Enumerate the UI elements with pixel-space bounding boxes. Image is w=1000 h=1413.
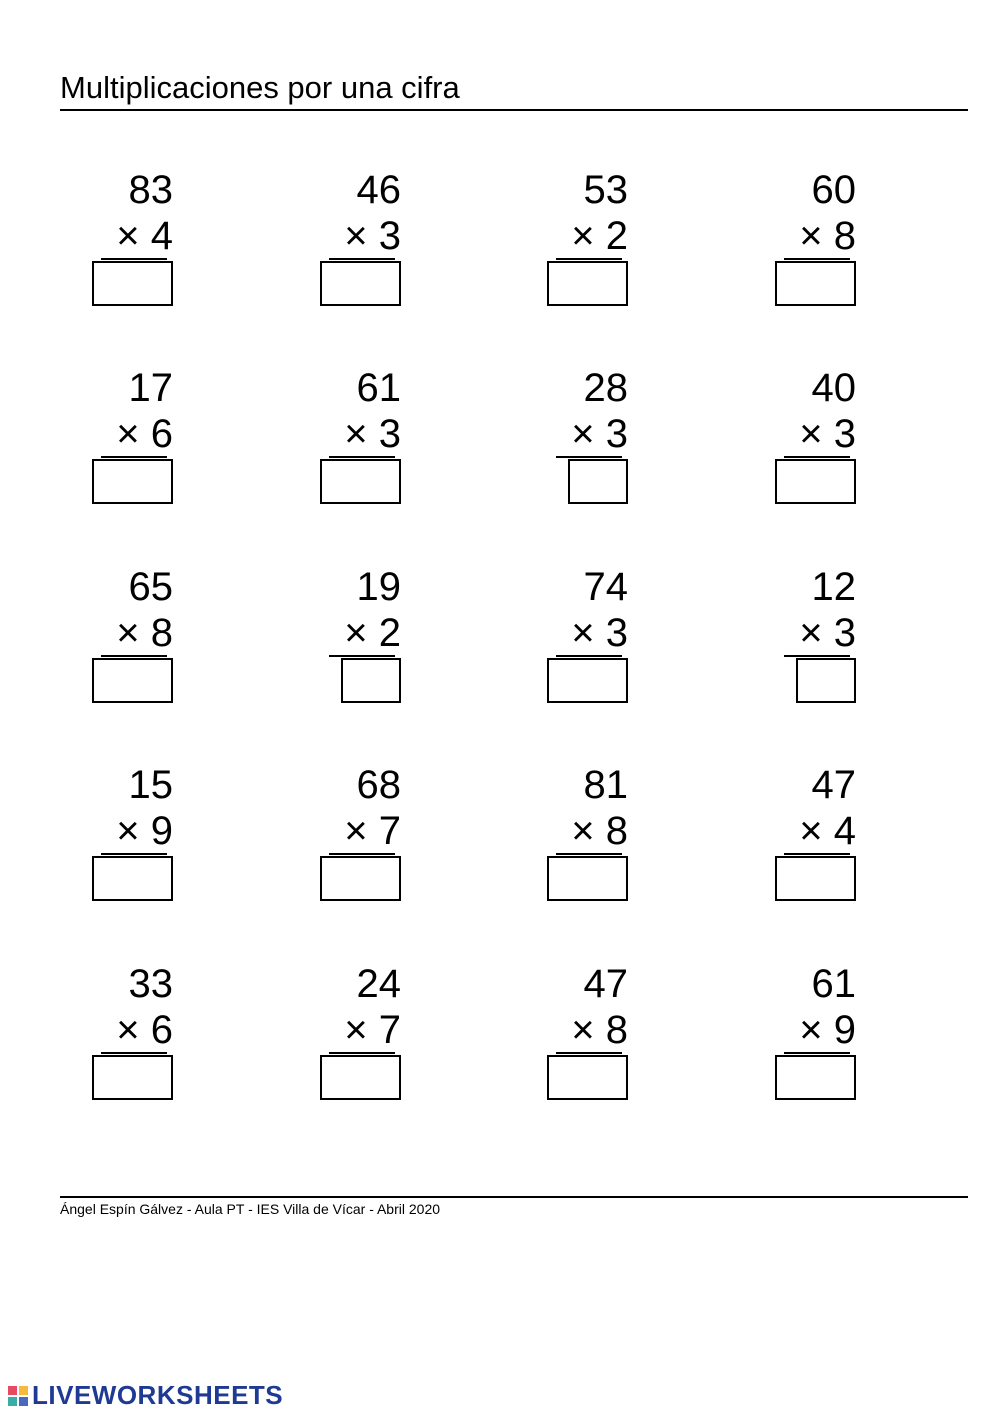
multiplicand: 83 (128, 168, 173, 212)
answer-box[interactable] (92, 658, 173, 703)
multiplicand: 12 (811, 565, 856, 609)
multiplicand: 17 (128, 366, 173, 410)
result-line (784, 655, 850, 657)
multiplicand: 65 (128, 565, 173, 609)
problem (271, 565, 401, 715)
problem (498, 763, 628, 913)
problem (726, 565, 856, 715)
multiplier: × 3 (571, 412, 628, 456)
multiplier: × 8 (571, 1008, 628, 1052)
footer-divider (60, 1196, 968, 1198)
multiplier: × 3 (799, 412, 856, 456)
multiplier: × 8 (571, 809, 628, 853)
problem (498, 962, 628, 1112)
multiplier: × 2 (571, 214, 628, 258)
problem (271, 962, 401, 1112)
problem (726, 366, 856, 516)
result-line (329, 456, 395, 458)
result-line (556, 258, 622, 260)
multiplicand: 68 (356, 763, 401, 807)
answer-box[interactable] (547, 1055, 628, 1100)
answer-box[interactable] (320, 1055, 401, 1100)
result-line (329, 1052, 395, 1054)
multiplier: × 4 (799, 809, 856, 853)
multiplicand: 74 (583, 565, 628, 609)
answer-box[interactable] (320, 261, 401, 306)
problem (271, 763, 401, 913)
problem (498, 366, 628, 516)
result-line (329, 258, 395, 260)
result-line (784, 1052, 850, 1054)
answer-box[interactable] (796, 658, 856, 703)
multiplicand: 40 (811, 366, 856, 410)
multiplicand: 19 (356, 565, 401, 609)
answer-box[interactable] (568, 459, 628, 504)
liveworksheets-logo-icon (8, 1386, 28, 1406)
multiplier: × 7 (344, 1008, 401, 1052)
answer-box[interactable] (92, 459, 173, 504)
multiplicand: 33 (128, 962, 173, 1006)
result-line (101, 655, 167, 657)
answer-box[interactable] (92, 856, 173, 901)
result-line (329, 853, 395, 855)
answer-box[interactable] (775, 856, 856, 901)
multiplicand: 53 (583, 168, 628, 212)
problem (271, 168, 401, 318)
multiplier: × 6 (116, 1008, 173, 1052)
problem (498, 565, 628, 715)
problem (43, 366, 173, 516)
multiplier: × 8 (116, 611, 173, 655)
problem (498, 168, 628, 318)
problem (43, 763, 173, 913)
answer-box[interactable] (320, 459, 401, 504)
multiplicand: 47 (811, 763, 856, 807)
answer-box[interactable] (775, 261, 856, 306)
multiplicand: 24 (356, 962, 401, 1006)
result-line (101, 258, 167, 260)
brand-name: LIVEWORKSHEETS (32, 1380, 284, 1410)
result-line (784, 456, 850, 458)
problem (43, 168, 173, 318)
result-line (556, 853, 622, 855)
multiplicand: 28 (583, 366, 628, 410)
answer-box[interactable] (341, 658, 401, 703)
result-line (329, 655, 395, 657)
result-line (101, 1052, 167, 1054)
problem (726, 962, 856, 1112)
answer-box[interactable] (92, 261, 173, 306)
multiplier: × 4 (116, 214, 173, 258)
multiplicand: 47 (583, 962, 628, 1006)
answer-box[interactable] (775, 459, 856, 504)
result-line (556, 655, 622, 657)
answer-box[interactable] (547, 856, 628, 901)
multiplicand: 60 (811, 168, 856, 212)
result-line (784, 258, 850, 260)
multiplier: × 9 (116, 809, 173, 853)
problem (726, 168, 856, 318)
result-line (101, 456, 167, 458)
multiplier: × 3 (344, 412, 401, 456)
footer-credit: Ángel Espín Gálvez - Aula PT - IES Villa de Vícar - Abril 2020 (60, 1201, 441, 1217)
title-divider (60, 109, 968, 111)
answer-box[interactable] (320, 856, 401, 901)
result-line (784, 853, 850, 855)
multiplier: × 3 (344, 214, 401, 258)
multiplier: × 9 (799, 1008, 856, 1052)
multiplier: × 8 (799, 214, 856, 258)
multiplier: × 3 (571, 611, 628, 655)
page-title: Multiplicaciones por una cifra (60, 70, 460, 105)
result-line (556, 1052, 622, 1054)
answer-box[interactable] (547, 658, 628, 703)
answer-box[interactable] (547, 261, 628, 306)
multiplier: × 3 (799, 611, 856, 655)
problem (726, 763, 856, 913)
answer-box[interactable] (92, 1055, 173, 1100)
multiplicand: 61 (356, 366, 401, 410)
result-line (556, 456, 622, 458)
brand-logo (8, 1380, 283, 1411)
multiplier: × 2 (344, 611, 401, 655)
multiplicand: 81 (583, 763, 628, 807)
multiplier: × 7 (344, 809, 401, 853)
problem (43, 565, 173, 715)
problem (43, 962, 173, 1112)
multiplicand: 61 (811, 962, 856, 1006)
result-line (101, 853, 167, 855)
answer-box[interactable] (775, 1055, 856, 1100)
multiplicand: 15 (128, 763, 173, 807)
multiplier: × 6 (116, 412, 173, 456)
multiplicand: 46 (356, 168, 401, 212)
problem (271, 366, 401, 516)
